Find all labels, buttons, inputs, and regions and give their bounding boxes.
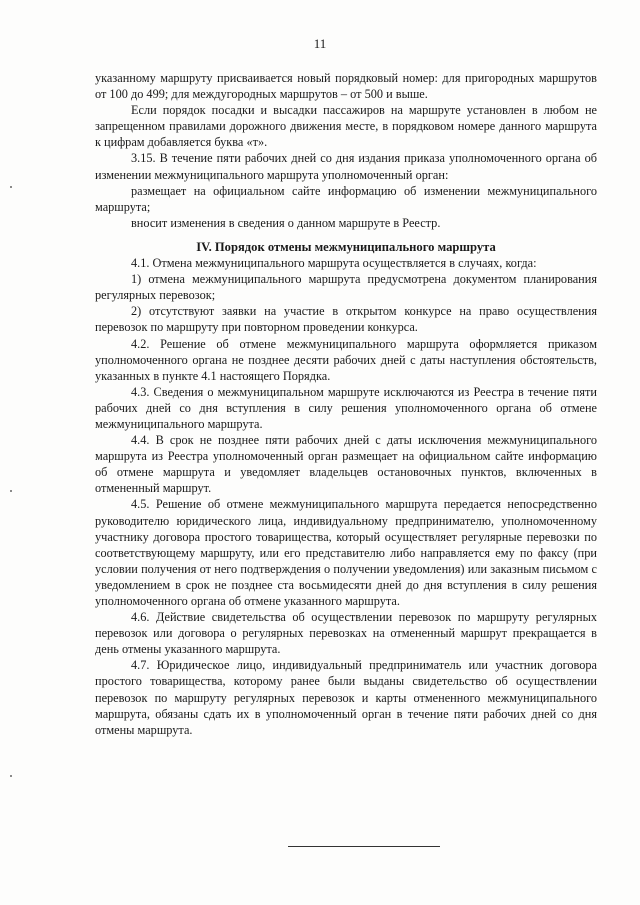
- document-body: [95, 70, 597, 738]
- paragraph-4-4: 4.4. В срок не позднее пяти рабочих дней с даты исключения межмуниципального маршрута из Реестра уполномоченный орган размещает на официальном сайте информацию об отмене маршрута и уведомляет владельцев остановочных пунктов, включенных в отмененный маршрут.: [95, 433, 597, 496]
- paragraph-4-7: 4.7. Юридическое лицо, индивидуальный предприниматель или участник договора простого товарищества, которому ранее были выданы свидетельство об осуществлении перевозок по маршруту регулярных перевозок и карты отмененного межмуниципального маршрута, обязаны сдать их в уполномоченный орган в течение пяти рабочих дней со дня отмены маршрута.: [95, 658, 597, 737]
- paragraph-letter-t: Если порядок посадки и высадки пассажиров на маршруте установлен в любом не запрещенном правилами дорожного движения месте, в порядковом номере данного маршрута к цифрам добавляется буква «т».: [95, 103, 597, 150]
- paragraph-3-15: 3.15. В течение пяти рабочих дней со дня издания приказа уполномоченного органа об изменении межмуниципального маршрута уполномоченный орган:: [95, 151, 597, 182]
- scan-mark: [10, 490, 12, 492]
- paragraph-4-6: 4.6. Действие свидетельства об осуществлении перевозок по маршруту регулярных перевозок или договора о регулярных перевозках на отмененный маршрут прекращается в день отмены указанного маршрута.: [95, 610, 597, 657]
- paragraph-4-1: 4.1. Отмена межмуниципального маршрута осуществляется в случаях, когда:: [131, 256, 537, 271]
- section-heading: IV. Порядок отмены межмуниципального маршрута: [196, 239, 496, 254]
- scan-mark: [10, 775, 12, 777]
- paragraph-4-1-item-1: 1) отмена межмуниципального маршрута предусмотрена документом планирования регулярных перевозок;: [95, 272, 597, 303]
- paragraph-registry-update: вносит изменения в сведения о данном маршруте в Реестр.: [131, 215, 441, 230]
- closing-rule: [288, 846, 440, 847]
- paragraph-4-2: 4.2. Решение об отмене межмуниципального маршрута оформляется приказом уполномоченного органа не позднее десяти рабочих дней с даты наступления обстоятельств, указанных в пункте 4.1 настоящего Порядка.: [95, 336, 597, 383]
- paragraph-publish-info: размещает на официальном сайте информацию об изменении межмуниципального маршрута;: [95, 183, 597, 214]
- paragraph-4-5: 4.5. Решение об отмене межмуниципального маршрута передается непосредственно руководителю юридического лица, индивидуальному предпринимателю, уполномоченному участнику договора простого товарищества, который осуществляет регулярные перевозки по соответствующему маршруту, или его представителю либо направляется ему по факсу (при условии получения от него подтверждения о получении уведомления) или заказным письмом с уведомлением в срок не позднее ста восьмидесяти дней до дня вступления в силу решения уполномоченного органа об отмене указанного маршрута.: [95, 497, 597, 608]
- paragraph-4-3: 4.3. Сведения о межмуниципальном маршруте исключаются из Реестра в течение пяти рабочих дней со дня вступления в силу решения уполномоченного органа об отмене межмуниципального маршрута.: [95, 384, 597, 431]
- paragraph-route-numbering: указанному маршруту присваивается новый порядковый номер: для пригородных маршрутов от 100 до 499; для междугородных маршрутов – от 500 и выше.: [95, 71, 597, 102]
- page-number: 11: [313, 36, 327, 51]
- scan-mark: [10, 186, 12, 188]
- paragraph-4-1-item-2: 2) отсутствуют заявки на участие в открытом конкурсе на право осуществления перевозок по маршруту при повторном проведении конкурса.: [95, 304, 597, 335]
